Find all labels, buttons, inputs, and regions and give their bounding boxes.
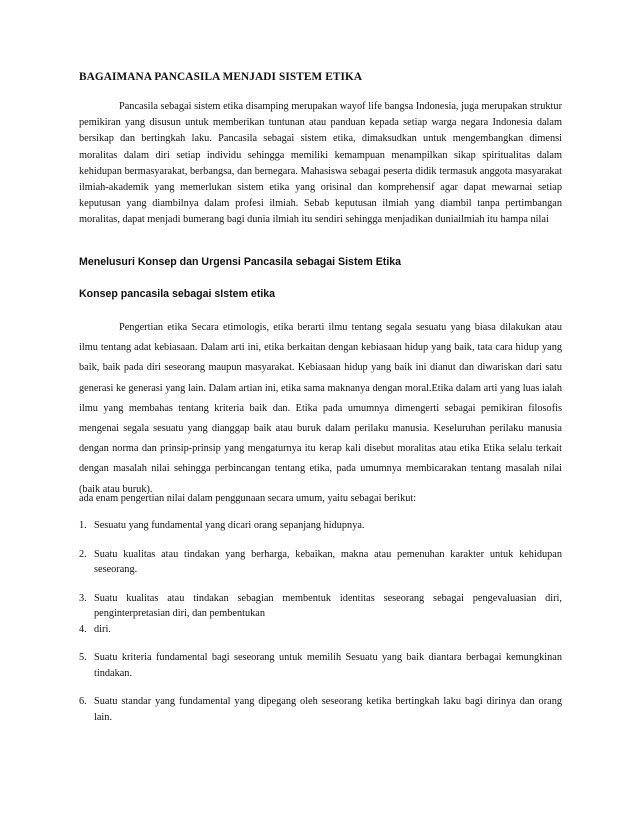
section-heading: Menelusuri Konsep dan Urgensi Pancasila sebagai Sistem Etika (79, 256, 402, 268)
list-text: Suatu kualitas atau tindakan sebagian membentuk identitas seseorang sebagai pengevaluasian diri, penginterpretasian diri, dan pembentukan (94, 592, 562, 619)
value-definitions-list (79, 518, 562, 725)
list-text: diri. (94, 623, 111, 635)
list-number: 5. (79, 652, 87, 663)
list-item (79, 622, 562, 638)
subsection-heading: Konsep pancasila sebagai sIstem etika (79, 288, 276, 300)
list-intro: ada enam pengertian nilai dalam penggunaan secara umum, yaitu sebagai berikut: (79, 493, 417, 504)
document-title: BAGAIMANA PANCASILA MENJADI SISTEM ETIKA (79, 71, 363, 83)
list-item (79, 547, 562, 578)
list-item (79, 591, 562, 622)
list-number: 2. (79, 548, 87, 560)
list-text: Sesuatu yang fundamental yang dicari orang sepanjang hidupnya. (94, 520, 365, 531)
list-number: 3. (79, 592, 87, 604)
list-number: 1. (79, 520, 87, 531)
list-item (79, 518, 562, 534)
paragraph-pancasila-etika: Pancasila sebagai sistem etika disamping merupakan wayof life bangsa Indonesia, juga merupakan struktur pemikiran yang disusun untuk memberikan tuntunan atau panduan kepada setiap warga negara Indonesia dalam bersikap dan bertingkah laku. Pancasila sebagai sistem etika, dimaksudkan untuk mengembangkan dimensi moralitas dalam diri setiap individu sehingga memiliki kemampuan menampilkan sikap spiritualitas dalam kehidupan bermasyarakat, berbangsa, dan bernegara. Mahasiswa sebagai peserta didik termasuk anggota masyarakat ilmiah-akademik yang memerlukan sistem etika yang orisinal dan komprehensif agar dapat mewarnai setiap keputusan yang diambilnya dalam profesi ilmiah. Sebab keputusan ilmiah yang diambil tanpa pertimbangan moralitas, dapat menjadi bumerang bagi dunia ilmiah itu sendiri sehingga menjadikan duniailmiah itu hampa nilai (79, 101, 562, 226)
list-text: Suatu standar yang fundamental yang dipegang oleh seseorang ketika bertingkah laku bagi dirinya dan orang lain. (94, 696, 562, 723)
list-item (79, 650, 562, 681)
list-number: 6. (79, 696, 87, 707)
list-item (79, 694, 562, 725)
paragraph-pengertian-etika: Pengertian etika Secara etimologis, etika berarti ilmu tentang segala sesuatu yang biasa dilakukan atau ilmu tentang adat kebiasaan. Dalam arti ini, etika berkaitan dengan kebiasaan hidup yang baik, tata cara hidup yang baik, baik pada diri seseorang maupun masyarakat. Kebiasaan hidup yang baik ini dianut dan diwariskan dari satu generasi ke generasi yang lain. Dalam artian ini, etika sama maknanya dengan moral.Etika dalam arti yang luas ialah ilmu yang membahas tentang kriteria baik dan. Etika pada umumnya dimengerti sebagai pemikiran filosofis mengenai segala sesuatu yang dianggap baik atau buruk dalam perilaku manusia. Keseluruhan perilaku manusia dengan norma dan prinsip-prinsip yang mengaturnya itu kerap kali disebut moralitas atau etika Etika selalu terkait dengan masalah nilai sehingga perbincangan tentang etika, pada umumnya membicarakan tentang masalah nilai (baik atau buruk). (79, 322, 562, 495)
list-text: Suatu kriteria fundamental bagi seseorang untuk memilih Sesuatu yang baik diantara berbagai kemungkinan tindakan. (94, 652, 562, 679)
list-text: Suatu kualitas atau tindakan yang berharga, kebaikan, makna atau pemenuhan karakter untuk kehidupan seseorang. (94, 548, 562, 575)
list-number: 4. (79, 623, 87, 635)
